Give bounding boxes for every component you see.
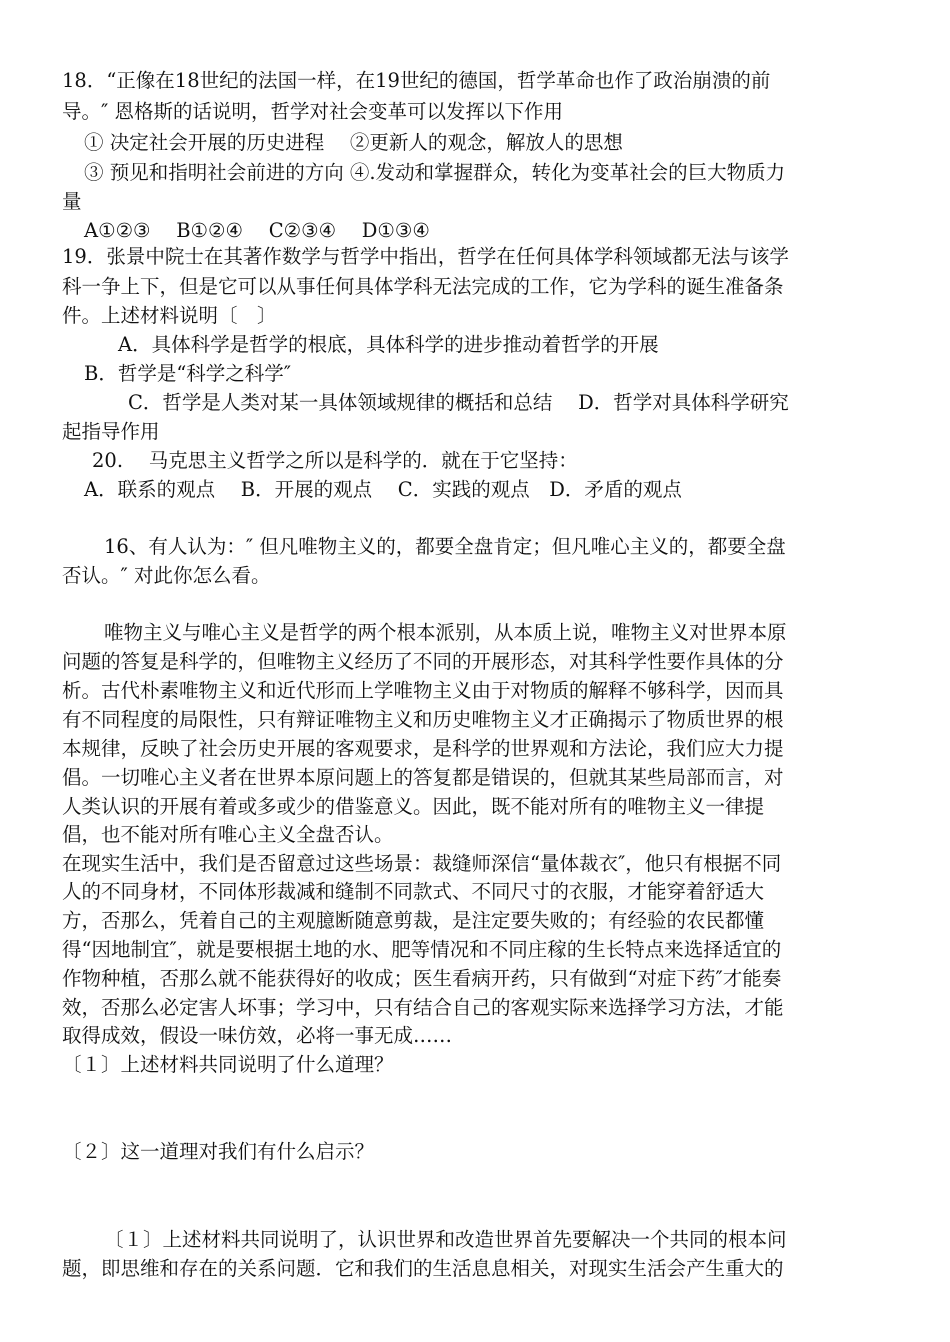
- answer1-line: 〔１〕上述材料共同说明了，认识世界和改造世界首先要解决一个共同的根本问: [104, 1228, 787, 1251]
- answer16-line: 本规律，反映了社会历史开展的客观要求，是科学的世界观和方法论，我们应大力提: [62, 737, 784, 760]
- q18-stem-line2: 导。″ 恩格斯的话说明，哲学对社会变革可以发挥以下作用: [62, 100, 563, 123]
- material-line: 在现实生活中，我们是否留意过这些场景：裁缝师深信“量体裁衣″，他只有根据不同: [62, 852, 782, 875]
- material-line: 人的不同身材，不同体形裁减和缝制不同款式、不同尺寸的衣服，才能穿着舒适大: [62, 880, 765, 903]
- q19-stem-line1: 19．张景中院士在其著作数学与哲学中指出，哲学在任何具体学科领域都无法与该学: [62, 245, 789, 268]
- answer16-line: 倡。一切唯心主义者在世界本原问题上的答复都是错误的，但就其某些局部而言，对: [62, 766, 784, 789]
- material-line: 作物种植，否那么就不能获得好的收成；医生看病开药，只有做到“对症下药″才能奏: [62, 967, 782, 990]
- q19-stem-line2: 科一争上下，但是它可以从事任何具体学科无法完成的工作，它为学科的诞生准备条: [62, 275, 784, 298]
- q18-options-line3: 量: [62, 190, 82, 213]
- q20-choices: A．联系的观点 B．开展的观点 C．实践的观点 D．矛盾的观点: [84, 478, 682, 501]
- q19-option-b: B．哲学是“科学之科学″: [84, 362, 292, 385]
- answer16-line: 倡，也不能对所有唯心主义全盘否认。: [62, 823, 394, 846]
- material-line: 效，否那么必定害人坏事；学习中，只有结合自己的客观实际来选择学习方法，才能: [62, 996, 784, 1019]
- q19-option-cd: C．哲学是人类对某一具体领域规律的概括和总结 D．哲学对具体科学研究: [128, 391, 789, 414]
- q19-option-cd-cont: 起指导作用: [62, 420, 160, 443]
- q19-stem-line3: 件。上述材料说明〔 〕: [62, 304, 277, 327]
- q18-choices: A①②③ B①②④ C②③④ D①③④: [84, 219, 430, 242]
- q16-stem-line1: 16、有人认为：″ 但凡唯物主义的，都要全盘肯定；但凡唯心主义的，都要全盘: [104, 535, 786, 558]
- q18-options-line2: ③ 预见和指明社会前进的方向 ④.发动和掌握群众，转化为变革社会的巨大物质力: [84, 161, 786, 184]
- q18-stem-line1: 18．“正像在18世纪的法国一样，在19世纪的德国，哲学革命也作了政治崩溃的前: [62, 69, 771, 92]
- answer16-line: 析。古代朴素唯物主义和近代形而上学唯物主义由于对物质的解释不够科学，因而具: [62, 679, 784, 702]
- answer16-line: 人类认识的开展有着或多或少的借鉴意义。因此，既不能对所有的唯物主义一律提: [62, 795, 765, 818]
- material-line: 方，否那么，凭着自己的主观臆断随意剪裁，是注定要失败的；有经验的农民都懂: [62, 909, 765, 932]
- material-line: 得“因地制宜″，就是要根据土地的水、肥等情况和不同庄稼的生长特点来选择适宜的: [62, 938, 782, 961]
- material-line: 取得成效，假设一味仿效，必将一事无成……: [62, 1024, 453, 1047]
- q18-options-line1: ① 决定社会开展的历史进程 ②更新人的观念，解放人的思想: [84, 131, 623, 154]
- q19-option-a: A．具体科学是哲学的根底，具体科学的进步推动着哲学的开展: [118, 333, 659, 356]
- question-2: 〔２〕这一道理对我们有什么启示？: [62, 1140, 375, 1163]
- q16-stem-line2: 否认。″ 对此你怎么看。: [62, 564, 271, 587]
- answer1-line: 题，即思维和存在的关系问题．它和我们的生活息息相关，对现实生活会产生重大的: [62, 1257, 784, 1280]
- answer16-line: 唯物主义与唯心主义是哲学的两个根本派别，从本质上说，唯物主义对世界本原: [104, 621, 787, 644]
- question-1: 〔１〕上述材料共同说明了什么道理？: [62, 1053, 394, 1076]
- q20-stem: 20. 马克思主义哲学之所以是科学的．就在于它坚持：: [92, 449, 578, 472]
- answer16-line: 有不同程度的局限性，只有辩证唯物主义和历史唯物主义才正确揭示了物质世界的根: [62, 708, 784, 731]
- answer16-line: 问题的答复是科学的，但唯物主义经历了不同的开展形态，对其科学性要作具体的分: [62, 650, 784, 673]
